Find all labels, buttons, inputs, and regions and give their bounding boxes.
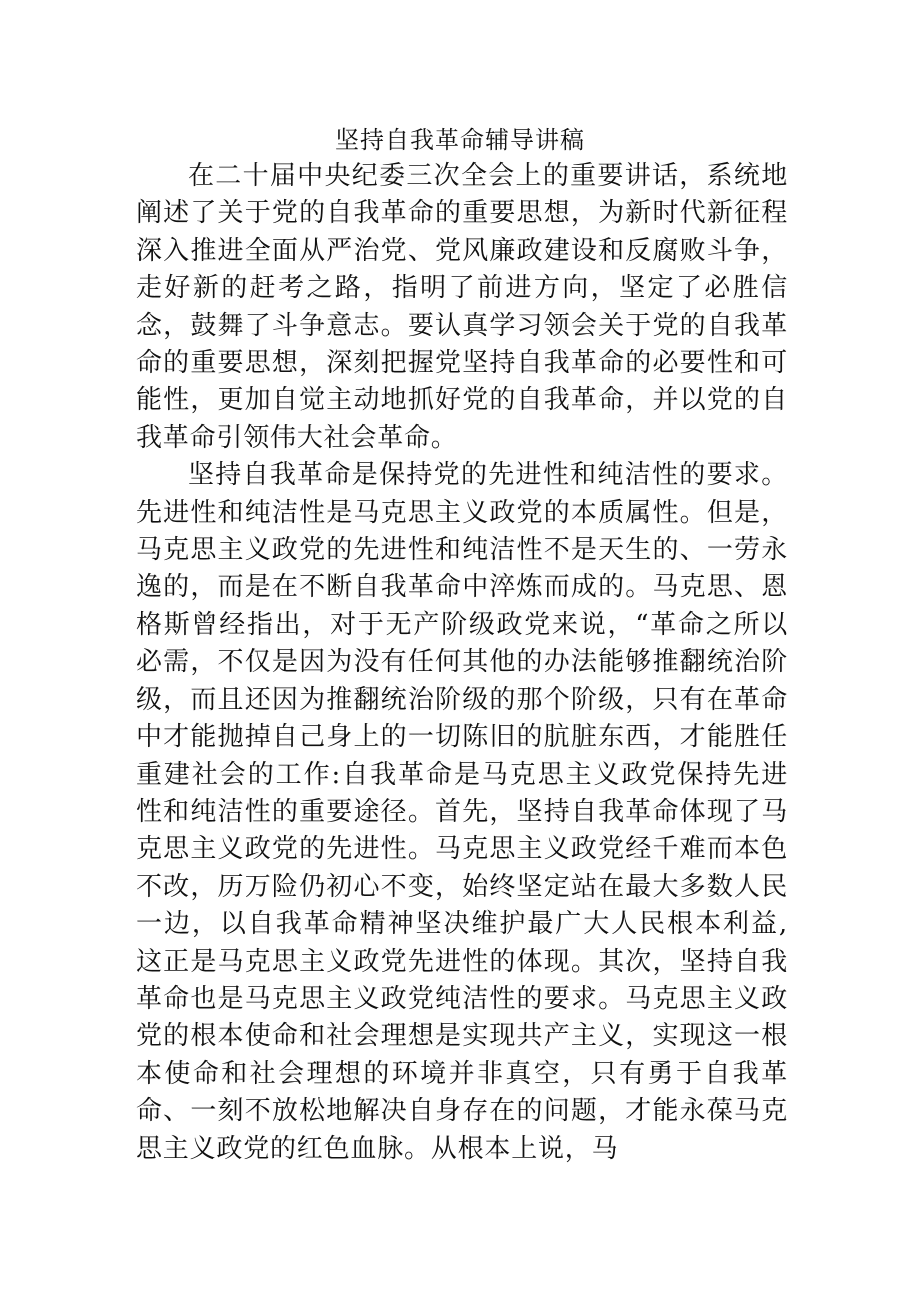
document-title: 坚持自我革命辅导讲稿 <box>335 126 585 154</box>
paragraph-intro: 在二十届中央纪委三次全会上的重要讲话，系统地阐述了关于党的自我革命的重要思想，为新时代新征程深入推进全面从严治党、党风廉政建设和反腐败斗争，走好新的赶考之路，指明了前进方向，坚定了必胜信念，鼓舞了斗争意志。要认真学习领会关于党的自我革命的重要思想，深刻把握党坚持自我革命的必要性和可能性，更加自觉主动地抓好党的自我革命，并以党的自我革命引领伟大社会革命。 <box>136 161 788 453</box>
paragraph-self-revolution: 坚持自我革命是保持党的先进性和纯洁性的要求。先进性和纯洁性是马克思主义政党的本质属性。但是，马克思主义政党的先进性和纯洁性不是天生的、一劳永逸的，而是在不断自我革命中淬炼而成的。马克思、恩格斯曾经指出，对于无产阶级政党来说，“革命之所以必需，不仅是因为没有任何其他的办法能够推翻统治阶级，而且还因为推翻统治阶级的那个阶级，只有在革命中才能抛掉自己身上的一切陈旧的肮脏东西，才能胜任重建社会的工作:自我革命是马克思主义政党保持先进性和纯洁性的重要途径。首先，坚持自我革命体现了马克思主义政党的先进性。马克思主义政党经千难而本色不改，历万险仍初心不变，始终坚定站在最大多数人民一边，以自我革命精神坚决维护最广大人民根本利益,这正是马克思主义政党先进性的体现。其次，坚持自我革命也是马克思主义政党纯洁性的要求。马克思主义政党的根本使命和社会理想是实现共产主义，实现这一根本使命和社会理想的环境并非真空，只有勇于自我革命、一刻不放松地解决自身存在的问题，才能永葆马克思主义政党的红色血脉。从根本上说，马 <box>136 460 788 1164</box>
document-body <box>136 158 788 1168</box>
